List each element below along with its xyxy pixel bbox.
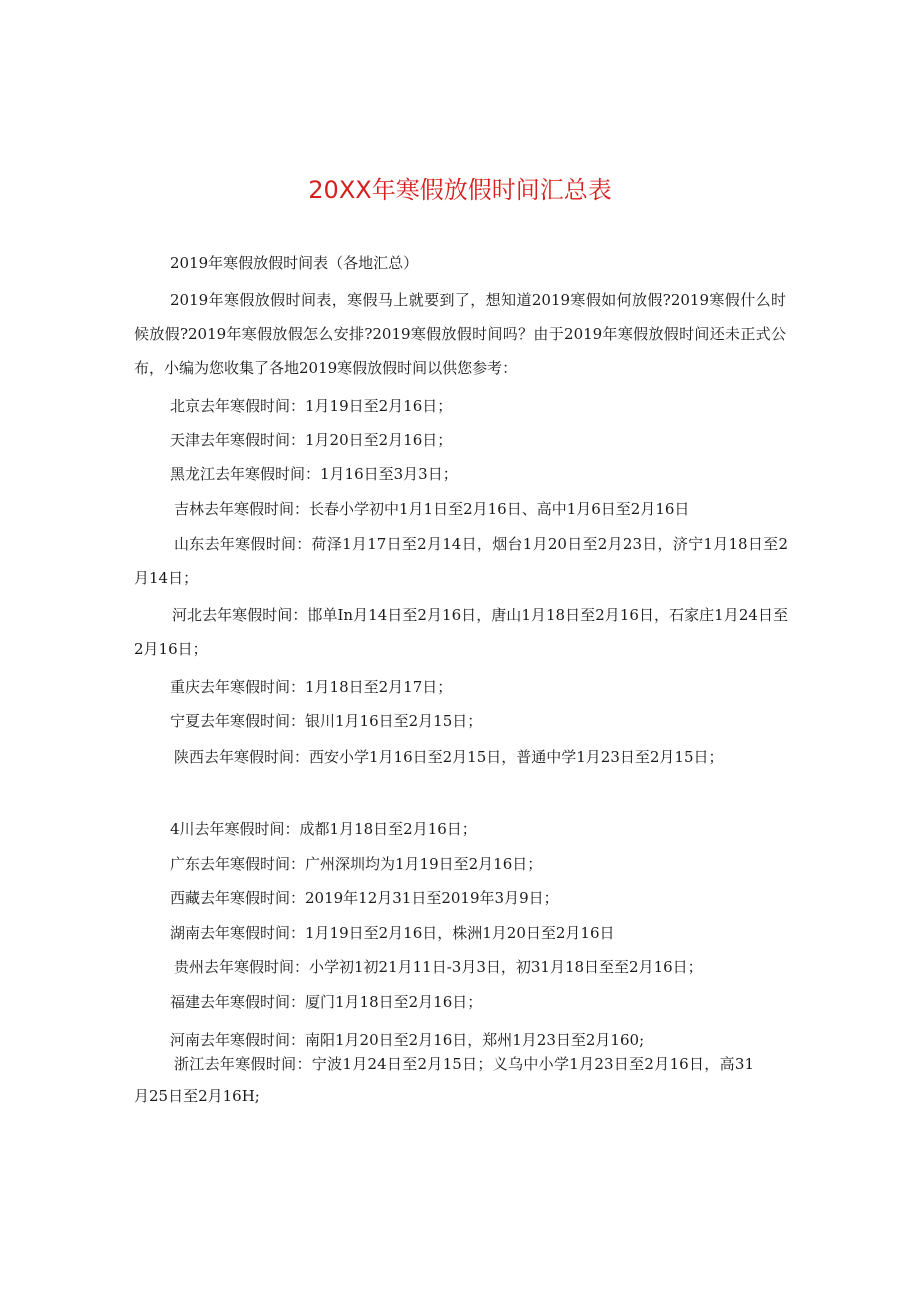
entry-chongqing: 重庆去年寒假时间：1月18日至2月17日； [170,678,453,696]
entry-shandong: 山东去年寒假时间：荷泽1月17日至2月14日，烟台1月20日至2月23日，济宁1月18日至2月14日； [134,535,788,587]
entry-shaanxi: 陕西去年寒假时间：西安小学1月16日至2月15日，普通中学1月23日至2月15日； [174,748,724,766]
entry-beijing: 北京去年寒假时间：1月19日至2月16日； [170,397,453,415]
entry-tibet: 西藏去年寒假时间：2019年12月31日至2019年3月9日； [170,889,559,907]
entry-fujian: 福建去年寒假时间：厦门1月18日至2月16日； [170,993,483,1011]
intro-paragraph: 2019年寒假放假时间表，寒假马上就要到了，想知道2019寒假如何放假?2019寒假什么时候放假?2019年寒假放假怎么安排?2019寒假放假时间吗？由于2019年寒假放假时间还未正式公布，小编为您收集了各地2019寒假放假时间以供您参考： [134,291,786,377]
page-title: 20XX年寒假放假时间汇总表 [308,176,612,204]
entry-guangdong: 广东去年寒假时间：广州深圳均为1月19日至2月16日； [170,855,543,873]
entry-tianjin: 天津去年寒假时间：1月20日至2月16日； [170,431,453,449]
entry-hebei: 河北去年寒假时间：邯单In月14日至2月16日，唐山1月18日至2月16日，石家庄1月24日至2月16日； [134,606,788,658]
entry-sichuan: 4川去年寒假时间：成都1月18日至2月16日； [170,820,477,838]
subtitle: 2019年寒假放假时间表（各地汇总） [170,254,419,272]
entry-hunan: 湖南去年寒假时间：1月19日至2月16日，株洲1月20日至2月16日 [170,924,615,942]
entry-heilongjiang: 黑龙江去年寒假时间：1月16日至3月3日； [170,465,458,483]
entry-ningxia: 宁夏去年寒假时间：银川1月16日至2月15日； [170,712,483,730]
entry-guizhou: 贵州去年寒假时间：小学初1初21月11日-3月3日，初31月18日至至2月16日； [174,958,703,976]
entry-zhejiang: 浙江去年寒假时间：宁波1月24日至2月15日；义乌中小学1月23日至2月16日，高31月25日至2月16H; [134,1055,754,1105]
entry-henan: 河南去年寒假时间：南阳1月20日至2月16日，郑州1月23日至2月160; [170,1031,645,1049]
entry-jilin: 吉林去年寒假时间：长春小学初中1月1日至2月16日、高中1月6日至2月16日 [174,500,690,518]
